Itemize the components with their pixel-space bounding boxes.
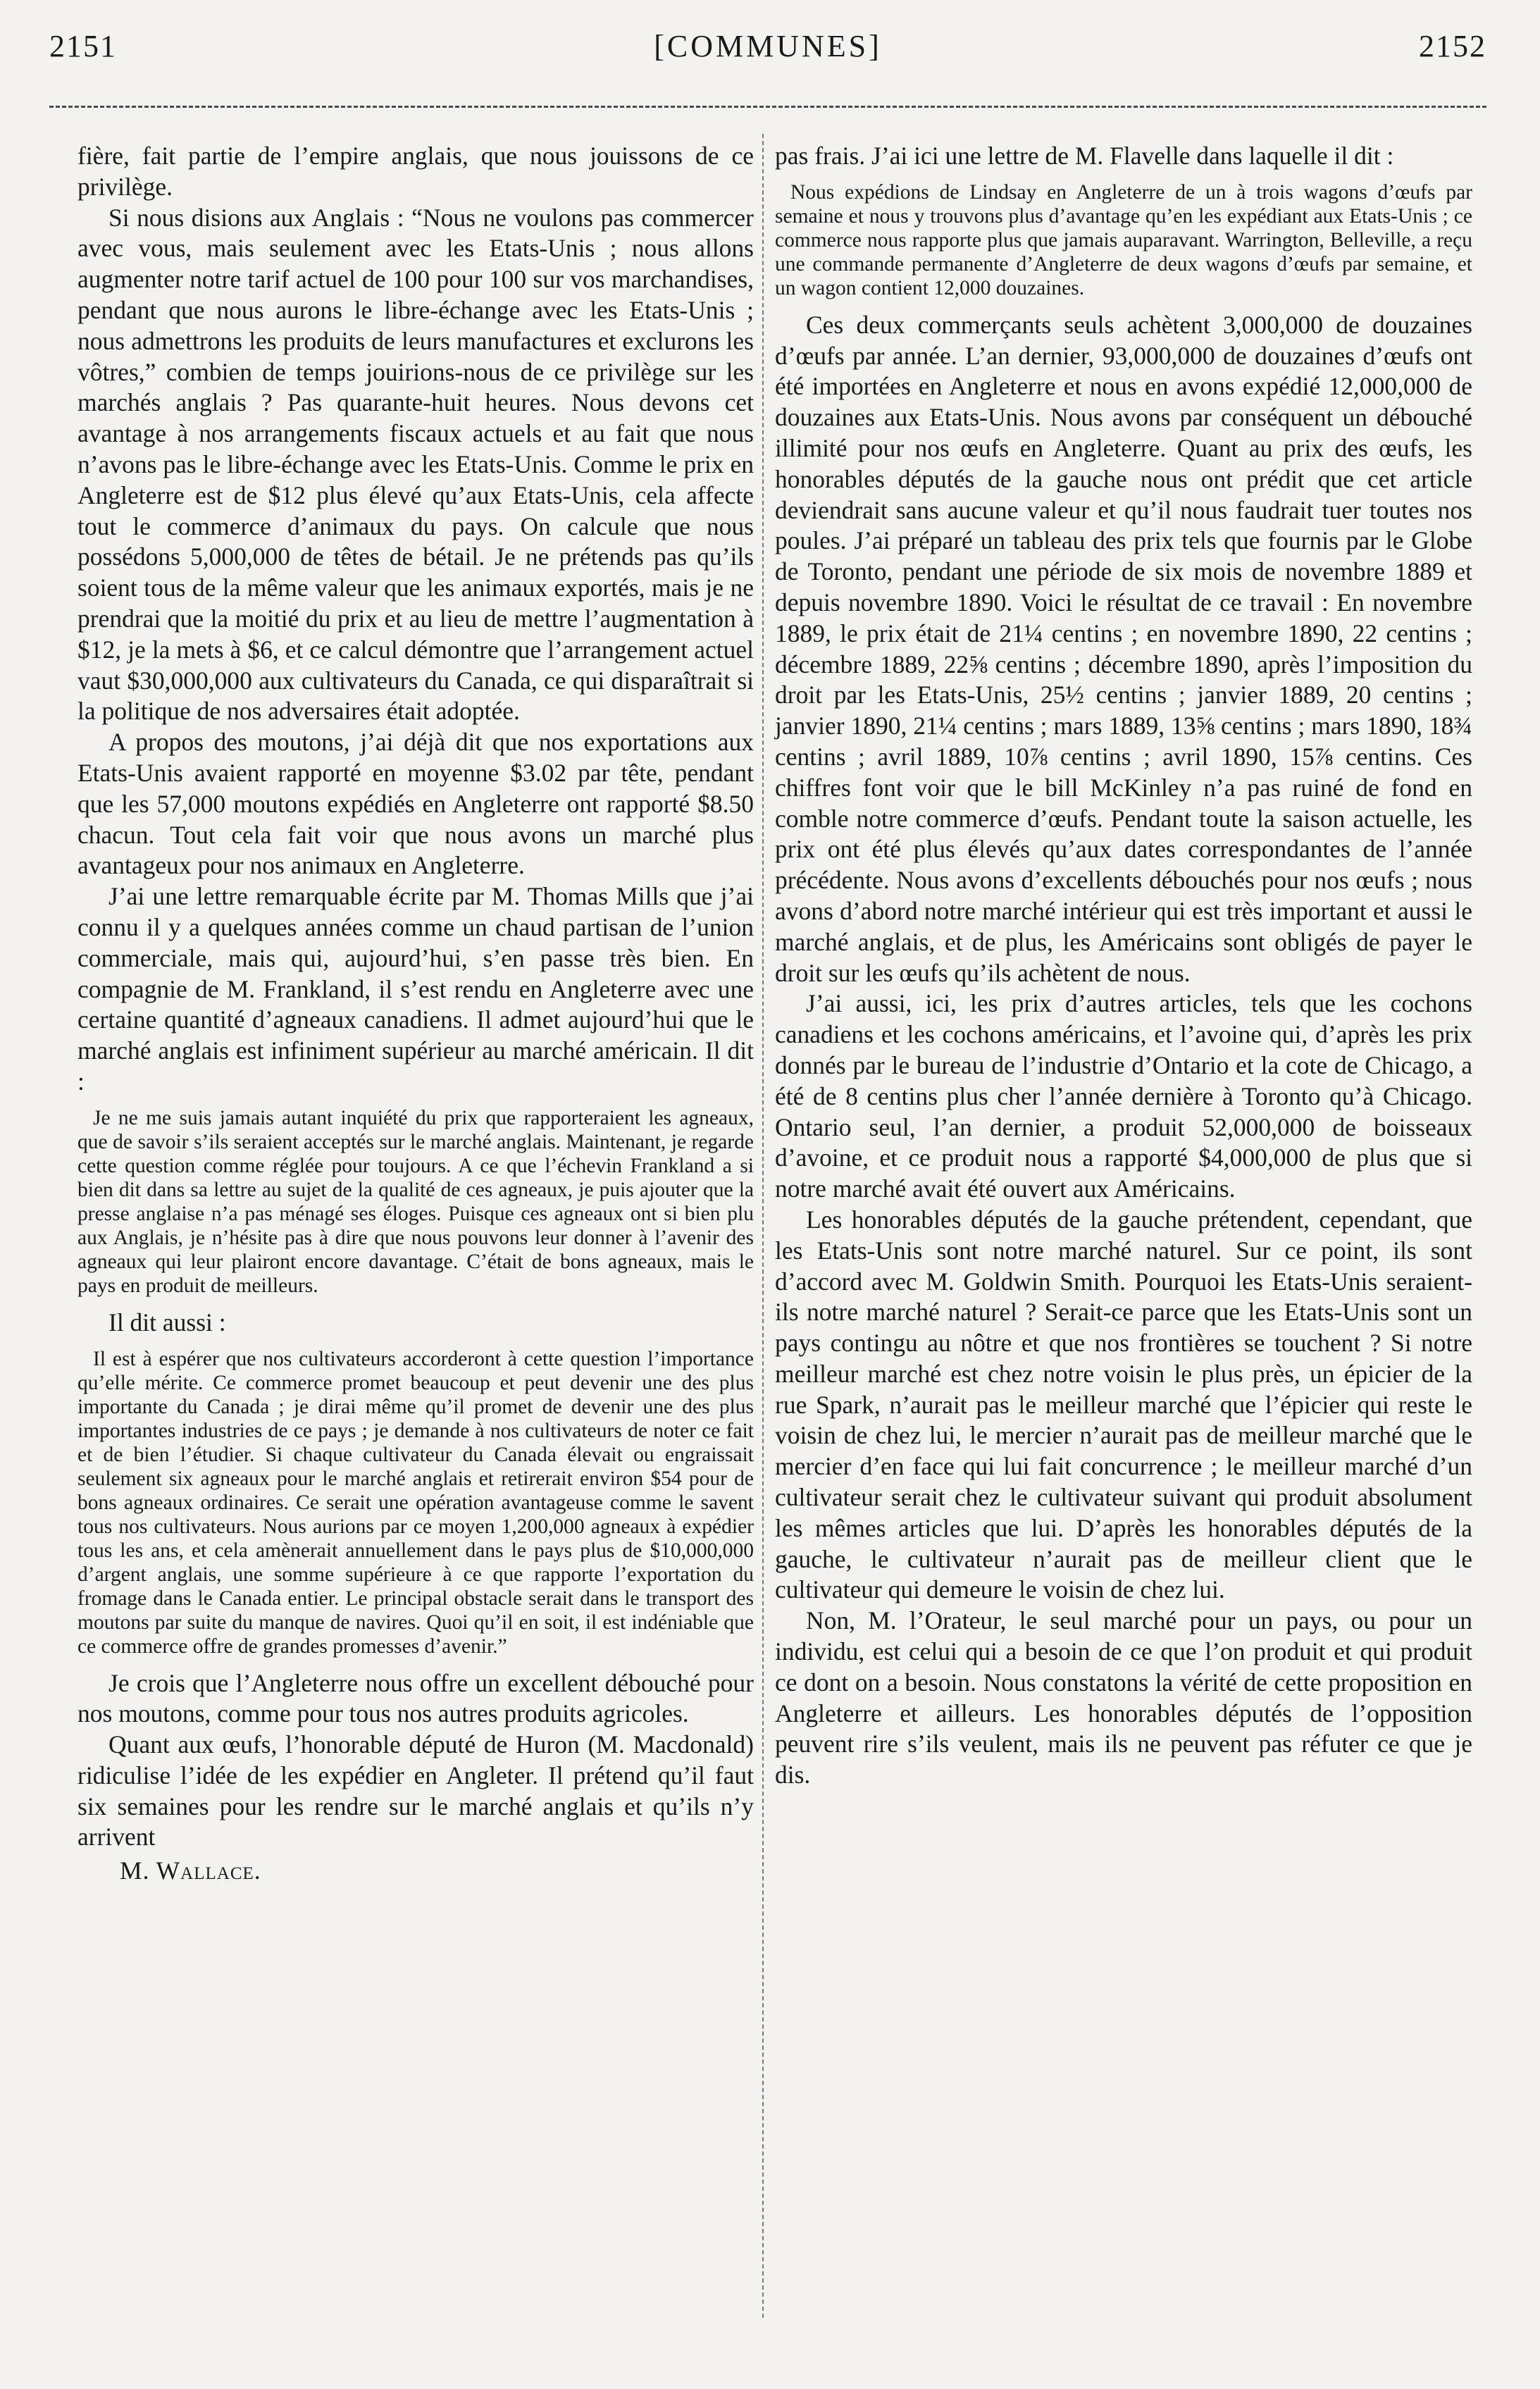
paragraph: Non, M. l’Orateur, le seul marché pour un pays, ou pour un individu, est celui qui a besoin de ce que l’on produit et qui produit ce dont on a besoin. Nous constatons la vérité de cette proposition en Angleterre et ailleurs. Les honorables députés de l’opposition peuvent rire s’ils veulent, mais ils ne peuvent pas réfuter ce que je dis.: [775, 1606, 1472, 1789]
running-title: [COMMUNES]: [654, 29, 882, 63]
page-number-right: 2152: [1419, 29, 1486, 63]
quoted-letter: Je ne me suis jamais autant inquiété du prix que rapporteraient les agneaux, que de savoir s’ils seraient acceptés sur le marché anglais. Maintenant, je regarde cette question comme réglée pour toujours. A ce que l’échevin Frankland a si bien dit dans sa lettre au sujet de la qualité de ces agneaux, je puis ajouter que la presse anglaise n’a pas ménagé ses éloges. Puisque ces agneaux ont si bien plu aux Anglais, je n’hésite pas à dire que nous pouvons leur donner à l’avenir des agneaux qui leur plairont encore davantage. C’était de bons agneaux, mais le pays en produit de meilleurs.: [77, 1106, 754, 1297]
quoted-letter: Il est à espérer que nos cultivateurs accorderont à cette question l’importance qu’elle mérite. Ce commerce promet beaucoup et peut devenir une des plus importante du Canada ; je dirai même qu’il promet de devenir une des plus importantes industries de ce pays ; je demande à nos cultivateurs de noter ce fait et de bien l’étudier. Si chaque cultivateur du Canada élevait ou engraissait seulement six agneaux pour le marché anglais et retirerait environ $54 pour de bons agneaux ordinaires. Ce serait une opération avantageuse comme le savent tous nos cultivateurs. Nous aurions par ce moyen 1,200,000 agneaux à expédier tous les ans, et cela amènerait annuellement dans le pays plus de $10,000,000 d’argent anglais, une somme supérieure à ce que rapporte l’exportation du fromage dans le Canada entier. Le principal obstacle serait dans le transport des moutons par suite du manque de navires. Quoi qu’il en soit, il est indéniable que ce commerce offre de grandes promesses d’avenir.”: [77, 1347, 754, 1658]
column-divider: [762, 134, 764, 2318]
left-column: [77, 141, 754, 1887]
paragraph: A propos des moutons, j’ai déjà dit que nos exportations aux Etats-Unis avaient rapporté en moyenne $3.02 par tête, pendant que les 57,000 moutons expédiés en Angleterre ont rapporté $8.50 chacun. Tout cela fait voir que nous avons un marché plus avantageux pour nos animaux en Angleterre.: [77, 728, 754, 880]
paragraph: J’ai une lettre remarquable écrite par M. Thomas Mills que j’ai connu il y a quelques années comme un chaud partisan de l’union commerciale, mais qui, aujourd’hui, s’en passe très bien. En compagnie de M. Frankland, il s’est rendu en Angleterre avec une certaine quantité d’agneaux canadiens. Il admet aujourd’hui que le marché anglais est infiniment supérieur au marché américain. Il dit :: [77, 882, 754, 1096]
speaker-name: M. Wallace.: [120, 1856, 261, 1885]
paragraph: Il dit aussi :: [108, 1308, 226, 1336]
page-header: [49, 28, 1486, 77]
paragraph: Quant aux œufs, l’honorable député de Huron (M. Macdonald) ridiculise l’idée de les expédier en Angleter. Il prétend qu’il faut six semaines pour les rendre sur le marché anglais et qu’ils n’y arrivent: [77, 1730, 754, 1851]
paragraph: pas frais. J’ai ici une lettre de M. Flavelle dans laquelle il dit :: [775, 142, 1394, 170]
paragraph: Ces deux commerçants seuls achètent 3,000,000 de douzaines d’œufs par année. L’an dernier, 93,000,000 de douzaines d’œufs ont été importées en Angleterre et nous en avons expédié 12,000,000 de douzaines aux Etats-Unis. Nous avons par conséquent un débouché illimité pour nos œufs en Angleterre. Quant au prix des œufs, les honorables députés de la gauche nous ont prédit que cet article deviendrait sans aucune valeur et qu’il nous faudrait tuer toutes nos poules. J’ai préparé un tableau des prix tels que fournis par le Globe de Toronto, pendant une période de six mois de novembre 1889 et depuis novembre 1890. Voici le résultat de ce travail : En novembre 1889, le prix était de 21¼ centins ; en novembre 1890, 22 centins ; décembre 1889, 22⅝ centins ; décembre 1890, après l’imposition du droit par les Etats-Unis, 25½ centins ; janvier 1889, 20 centins ; janvier 1890, 21¼ centins ; mars 1889, 13⅝ centins ; mars 1890, 18¾ centins ; avril 1889, 10⅞ centins ; avril 1890, 15⅞ centins. Ces chiffres font voir que le bill McKinley n’a pas ruiné de fond en comble notre commerce d’œufs. Pendant toute la saison actuelle, les prix ont été plus élevés qu’aux dates correspondantes de l’année précédente. Nous avons d’excellents débouchés pour nos œufs ; nous avons d’abord notre marché intérieur qui est très important et aussi le marché anglais, et de plus, les Américains sont obligés de payer le droit sur les œufs qu’ils achètent de nous.: [775, 310, 1472, 987]
paragraph: Les honorables députés de la gauche prétendent, cependant, que les Etats-Unis sont notre marché naturel. Sur ce point, ils sont d’accord avec M. Goldwin Smith. Pourquoi les Etats-Unis seraient-ils notre marché naturel ? Serait-ce parce que les Etats-Unis sont un pays contingu au nôtre et que nos frontières se touchent ? Si notre meilleur marché est chez notre voisin le plus près, un épicier de la rue Spark, n’aurait pas le meilleur marché que l’épicier qui reste le voisin de chez lui, le mercier n’aurait pas de meilleur marché que le mercier d’en face qui lui fait concurrence ; le meilleur marché d’un cultivateur serait chez le cultivateur suivant qui produit absolument les mêmes articles que lui. D’après les honorables députés de la gauche, le cultivateur n’aurait pas de meilleur client que le cultivateur qui demeure le voisin de chez lui.: [775, 1205, 1472, 1604]
paragraph: fière, fait partie de l’empire anglais, que nous jouissons de ce privilège.: [77, 142, 754, 201]
paragraph: Si nous disions aux Anglais : “Nous ne voulons pas commercer avec vous, mais seulement avec les Etats-Unis ; nous allons augmenter notre tarif actuel de 100 pour 100 sur vos marchandises, pendant que nous aurons le libre-échange avec les Etats-Unis ; nous admettrons les produits de leurs manufactures et exclurons les vôtres,” combien de temps jouirions-nous de ce privilège sur les marchés anglais ? Pas quarante-huit heures. Nous devons cet avantage à nos arrangements fiscaux actuels et au fait que nous n’avons pas le libre-échange avec les Etats-Unis. Comme le prix en Angleterre est de $12 plus élevé qu’aux Etats-Unis, cela affecte tout le commerce d’animaux du pays. On calcule que nous possédons 5,000,000 de têtes de bétail. Je ne prétends pas qu’ils soient tous de la même valeur que les animaux exportés, mais je ne prendrai que la moitié du prix et au lieu de mettre l’augmentation à $12, je la mets à $6, et ce calcul démontre que l’arrangement actuel vaut $30,000,000 aux cultivateurs du Canada, ce qui disparaîtrait si la politique de nos adversaires était adoptée.: [77, 203, 754, 726]
page-number-left: 2151: [49, 29, 117, 63]
paragraph: J’ai aussi, ici, les prix d’autres articles, tels que les cochons canadiens et les cochons américains, et l’avoine qui, d’après les prix donnés par le bureau de l’industrie d’Ontario et la cote de Chicago, a été de 8 centins plus cher l’année dernière à Toronto qu’à Chicago. Ontario seul, l’an dernier, a produit 52,000,000 de boisseaux d’avoine, et ce produit nous a rapporté $4,000,000 de plus que si notre marché avait été ouvert aux Américains.: [775, 989, 1472, 1203]
quoted-letter: Nous expédions de Lindsay en Angleterre de un à trois wagons d’œufs par semaine et nous y trouvons plus d’avantage qu’en les expédiant aux Etats-Unis ; ce commerce nous rapporte plus que jamais auparavant. Warrington, Belleville, a reçu une commande permanente d’Angleterre de deux wagons d’œufs par semaine, et un wagon contient 12,000 douzaines.: [775, 180, 1472, 299]
paragraph: Je crois que l’Angleterre nous offre un excellent débouché pour nos moutons, comme pour tous nos autres produits agricoles.: [77, 1668, 754, 1728]
header-rule: [49, 106, 1486, 108]
right-column: [775, 141, 1472, 1791]
